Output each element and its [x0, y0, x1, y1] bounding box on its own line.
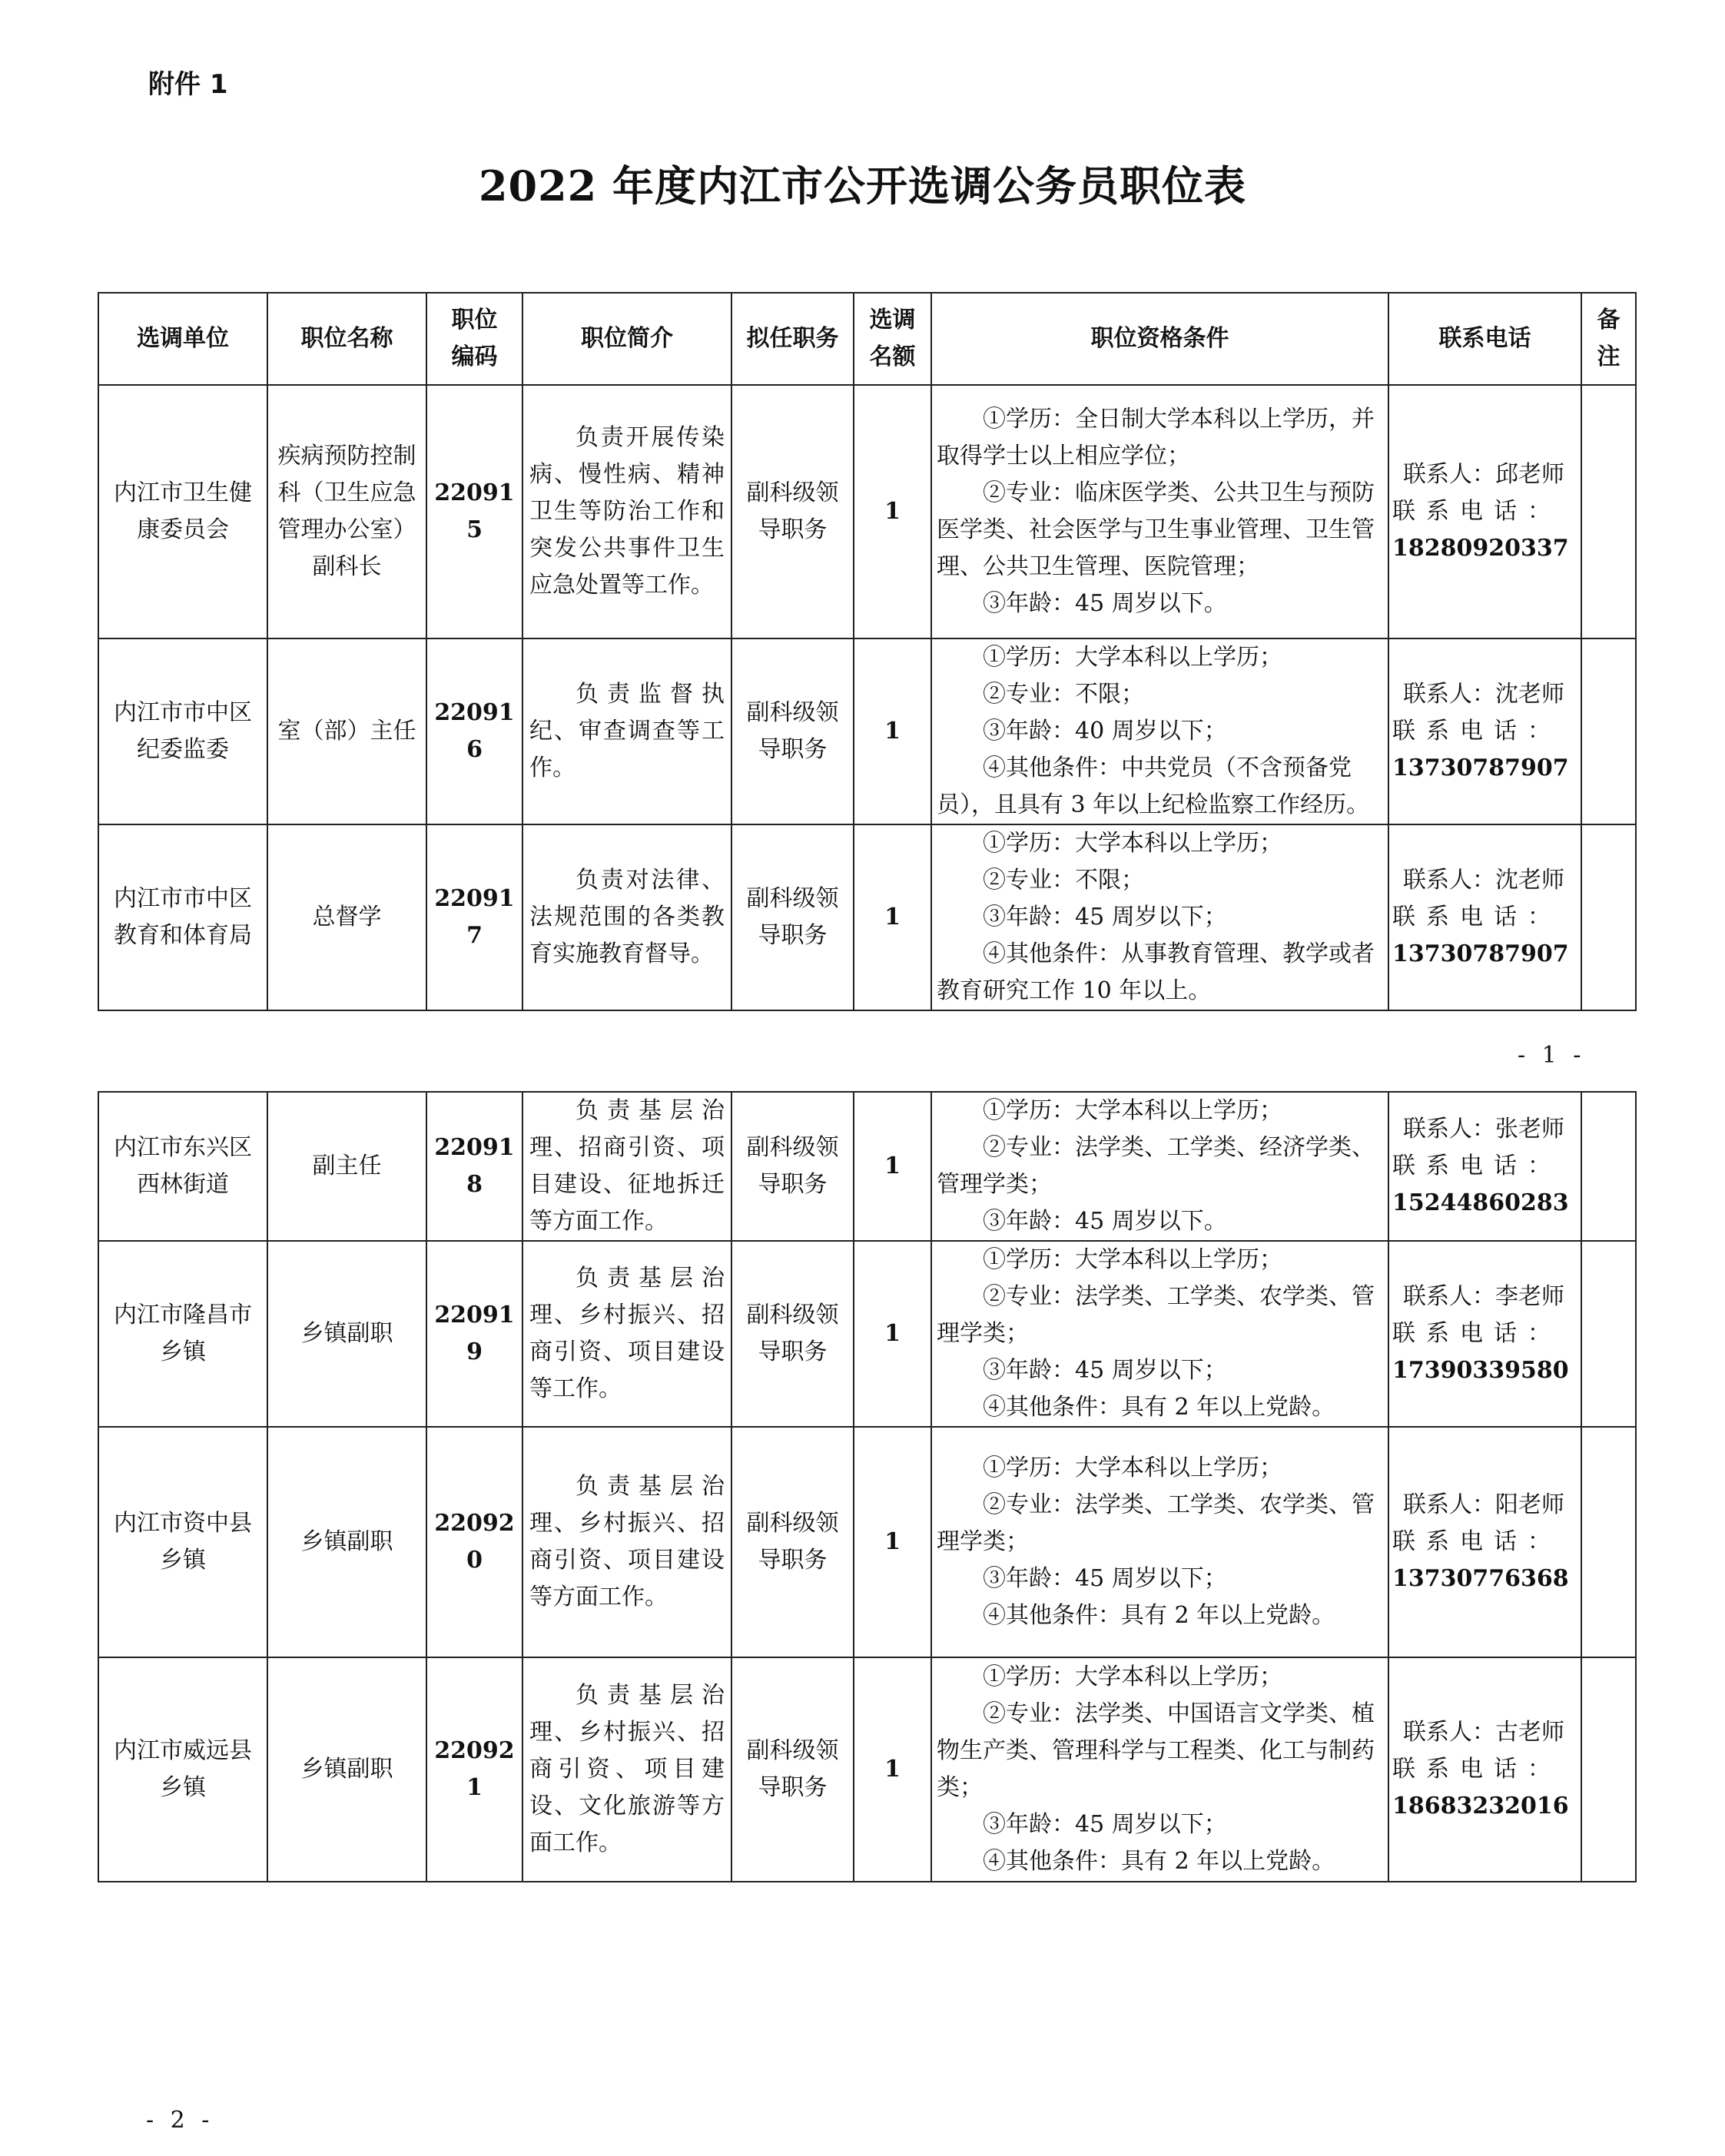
- table-body-page-1: [98, 385, 1636, 1010]
- page-number-1: - 1 -: [1518, 1042, 1586, 1069]
- unit-cell: 内江市市中区教育和体育局: [98, 824, 267, 1010]
- contact-phone-label: 联系电话：: [1392, 1320, 1561, 1347]
- qualification-item: ①学历：大学本科以上学历；: [983, 830, 1282, 857]
- contact-phone-label: 联系电话：: [1392, 1756, 1561, 1783]
- qualification-item: ③年龄：45 周岁以下；: [983, 1811, 1227, 1838]
- document-title: 2022 年度内江市公开选调公务员职位表: [478, 161, 1247, 211]
- contact-phone-label: 联系电话：: [1392, 1153, 1561, 1179]
- qualification-item: ③年龄：45 周岁以下。: [983, 1208, 1227, 1235]
- qualification-item: ①学历：大学本科以上学历；: [983, 1097, 1282, 1124]
- contact-cell: [1388, 1657, 1581, 1882]
- code-cell: 220918: [426, 1092, 522, 1241]
- unit-cell: 内江市卫生健康委员会: [98, 385, 267, 639]
- quota-cell: 1: [854, 639, 931, 824]
- unit-cell: 内江市市中区纪委监委: [98, 639, 267, 824]
- table-row: [98, 385, 1636, 639]
- code-cell: 220916: [426, 639, 522, 824]
- contact-cell: [1388, 824, 1581, 1010]
- code-cell: 220917: [426, 824, 522, 1010]
- qualification-item: ④其他条件：具有 2 年以上党龄。: [983, 1602, 1335, 1629]
- duty-cell: 副科级领导职务: [731, 639, 854, 824]
- contact-person: 联系人：张老师: [1403, 1116, 1564, 1143]
- contact-phone: 18683232016: [1392, 1793, 1569, 1819]
- contact-cell: [1388, 1241, 1581, 1427]
- contact-person: 联系人：阳老师: [1403, 1491, 1564, 1518]
- qualification-item: ②专业：不限；: [983, 867, 1144, 894]
- header-quota: 选调 名额: [854, 293, 931, 385]
- intro-cell: 负责开展传染病、慢性病、精神卫生等防治工作和突发公共事件卫生应急处置等工作。: [522, 385, 731, 639]
- qualification-item: ④其他条件：从事教育管理、教学或者教育研究工作 10 年以上。: [937, 940, 1375, 1004]
- qualifications-cell: [931, 1427, 1388, 1657]
- position-cell: 室（部）主任: [267, 639, 426, 824]
- intro-cell: 负责对法律、法规范围的各类教育实施教育督导。: [522, 824, 731, 1010]
- unit-cell: 内江市威远县乡镇: [98, 1657, 267, 1882]
- contact-phone-label: 联系电话：: [1392, 718, 1561, 745]
- quota-cell: 1: [854, 385, 931, 639]
- attachment-label: 附件 1: [148, 69, 228, 100]
- qualifications-cell: [931, 824, 1388, 1010]
- header-code: 职位 编码: [426, 293, 522, 385]
- quota-cell: 1: [854, 824, 931, 1010]
- duty-cell: 副科级领导职务: [731, 1657, 854, 1882]
- contact-person: 联系人：沈老师: [1403, 867, 1564, 894]
- qualification-item: ④其他条件：具有 2 年以上党龄。: [983, 1394, 1335, 1421]
- duty-cell: 副科级领导职务: [731, 1092, 854, 1241]
- duty-cell: 副科级领导职务: [731, 1427, 854, 1657]
- remarks-cell: [1581, 639, 1636, 824]
- code-cell: 220919: [426, 1241, 522, 1427]
- header-qualifications: 职位资格条件: [931, 293, 1388, 385]
- table-row: [98, 1657, 1636, 1882]
- table-header-row: [98, 293, 1636, 385]
- quota-cell: 1: [854, 1241, 931, 1427]
- position-cell: 副主任: [267, 1092, 426, 1241]
- remarks-cell: [1581, 1092, 1636, 1241]
- header-contact: 联系电话: [1388, 293, 1581, 385]
- position-cell: 总督学: [267, 824, 426, 1010]
- contact-phone: 13730787907: [1392, 940, 1569, 967]
- remarks-cell: [1581, 1657, 1636, 1882]
- position-cell: 疾病预防控制科（卫生应急管理办公室）副科长: [267, 385, 426, 639]
- header-intro: 职位简介: [522, 293, 731, 385]
- page-number-2: - 2 -: [146, 2107, 214, 2134]
- remarks-cell: [1581, 385, 1636, 639]
- qualification-item: ②专业：法学类、工学类、经济学类、管理学类；: [937, 1134, 1375, 1198]
- contact-person: 联系人：古老师: [1403, 1719, 1564, 1746]
- code-cell: 220920: [426, 1427, 522, 1657]
- intro-cell: 负责基层治理、乡村振兴、招商引资、项目建设等工作。: [522, 1241, 731, 1427]
- duty-cell: 副科级领导职务: [731, 1241, 854, 1427]
- qualification-item: ①学历：全日制大学本科以上学历，并取得学士以上相应学位；: [937, 406, 1375, 469]
- unit-cell: 内江市东兴区西林街道: [98, 1092, 267, 1241]
- qualifications-cell: [931, 1657, 1388, 1882]
- table-body-page-2: [98, 1092, 1636, 1882]
- table-row: [98, 1241, 1636, 1427]
- contact-person: 联系人：沈老师: [1403, 681, 1564, 708]
- contact-phone: 17390339580: [1392, 1357, 1569, 1384]
- qualification-item: ②专业：临床医学类、公共卫生与预防医学类、社会医学与卫生事业管理、卫生管理、公共卫生管理、医院管理；: [937, 479, 1375, 580]
- qualification-item: ②专业：法学类、中国语言文学类、植物生产类、管理科学与工程类、化工与制药类；: [937, 1700, 1375, 1801]
- contact-cell: [1388, 1092, 1581, 1241]
- qualification-item: ①学历：大学本科以上学历；: [983, 1663, 1282, 1690]
- duty-cell: 副科级领导职务: [731, 824, 854, 1010]
- intro-cell: 负责基层治理、乡村振兴、招商引资、项目建设、文化旅游等方面工作。: [522, 1657, 731, 1882]
- qualification-item: ①学历：大学本科以上学历；: [983, 1246, 1282, 1273]
- qualifications-cell: [931, 639, 1388, 824]
- contact-cell: [1388, 385, 1581, 639]
- duty-cell: 副科级领导职务: [731, 385, 854, 639]
- table-row: [98, 1092, 1636, 1241]
- table-row: [98, 639, 1636, 824]
- contact-phone-label: 联系电话：: [1392, 1528, 1561, 1555]
- contact-phone: 13730776368: [1392, 1565, 1569, 1592]
- remarks-cell: [1581, 824, 1636, 1010]
- table-row: [98, 824, 1636, 1010]
- qualification-item: ③年龄：45 周岁以下；: [983, 1357, 1227, 1384]
- contact-phone: 13730787907: [1392, 755, 1569, 781]
- header-remarks: 备注: [1581, 293, 1636, 385]
- contact-phone: 15244860283: [1392, 1189, 1569, 1216]
- intro-cell: 负责基层治理、招商引资、项目建设、征地拆迁等方面工作。: [522, 1092, 731, 1241]
- position-cell: 乡镇副职: [267, 1427, 426, 1657]
- qualification-item: ①学历：大学本科以上学历；: [983, 644, 1282, 671]
- qualification-item: ④其他条件：中共党员（不含预备党员），且具有 3 年以上纪检监察工作经历。: [937, 755, 1370, 818]
- remarks-cell: [1581, 1427, 1636, 1657]
- intro-cell: 负责基层治理、乡村振兴、招商引资、项目建设等方面工作。: [522, 1427, 731, 1657]
- quota-cell: 1: [854, 1092, 931, 1241]
- header-position: 职位名称: [267, 293, 426, 385]
- qualification-item: ③年龄：45 周岁以下；: [983, 1565, 1227, 1592]
- qualification-item: ②专业：法学类、工学类、农学类、管理学类；: [937, 1283, 1375, 1347]
- contact-cell: [1388, 639, 1581, 824]
- unit-cell: 内江市资中县乡镇: [98, 1427, 267, 1657]
- qualification-item: ①学历：大学本科以上学历；: [983, 1454, 1282, 1481]
- unit-cell: 内江市隆昌市乡镇: [98, 1241, 267, 1427]
- position-table-page-2: [98, 1091, 1637, 1882]
- contact-person: 联系人：邱老师: [1403, 461, 1564, 488]
- position-cell: 乡镇副职: [267, 1241, 426, 1427]
- qualification-item: ③年龄：40 周岁以下；: [983, 718, 1227, 745]
- quota-cell: 1: [854, 1657, 931, 1882]
- position-cell: 乡镇副职: [267, 1657, 426, 1882]
- qualification-item: ②专业：不限；: [983, 681, 1144, 708]
- code-cell: 220915: [426, 385, 522, 639]
- position-table-page-1: [98, 292, 1637, 1011]
- code-cell: 220921: [426, 1657, 522, 1882]
- qualifications-cell: [931, 1092, 1388, 1241]
- intro-cell: 负责监督执纪、审查调查等工作。: [522, 639, 731, 824]
- qualifications-cell: [931, 1241, 1388, 1427]
- qualification-item: ④其他条件：具有 2 年以上党龄。: [983, 1848, 1335, 1875]
- table-row: [98, 1427, 1636, 1657]
- contact-phone: 18280920337: [1392, 535, 1569, 562]
- quota-cell: 1: [854, 1427, 931, 1657]
- contact-person: 联系人：李老师: [1403, 1283, 1564, 1310]
- qualification-item: ③年龄：45 周岁以下。: [983, 590, 1227, 617]
- contact-cell: [1388, 1427, 1581, 1657]
- qualification-item: ②专业：法学类、工学类、农学类、管理学类；: [937, 1491, 1375, 1555]
- contact-phone-label: 联系电话：: [1392, 904, 1561, 930]
- contact-phone-label: 联系电话：: [1392, 498, 1561, 525]
- qualification-item: ③年龄：45 周岁以下；: [983, 904, 1227, 930]
- header-unit: 选调单位: [98, 293, 267, 385]
- header-duty: 拟任职务: [731, 293, 854, 385]
- remarks-cell: [1581, 1241, 1636, 1427]
- qualifications-cell: [931, 385, 1388, 639]
